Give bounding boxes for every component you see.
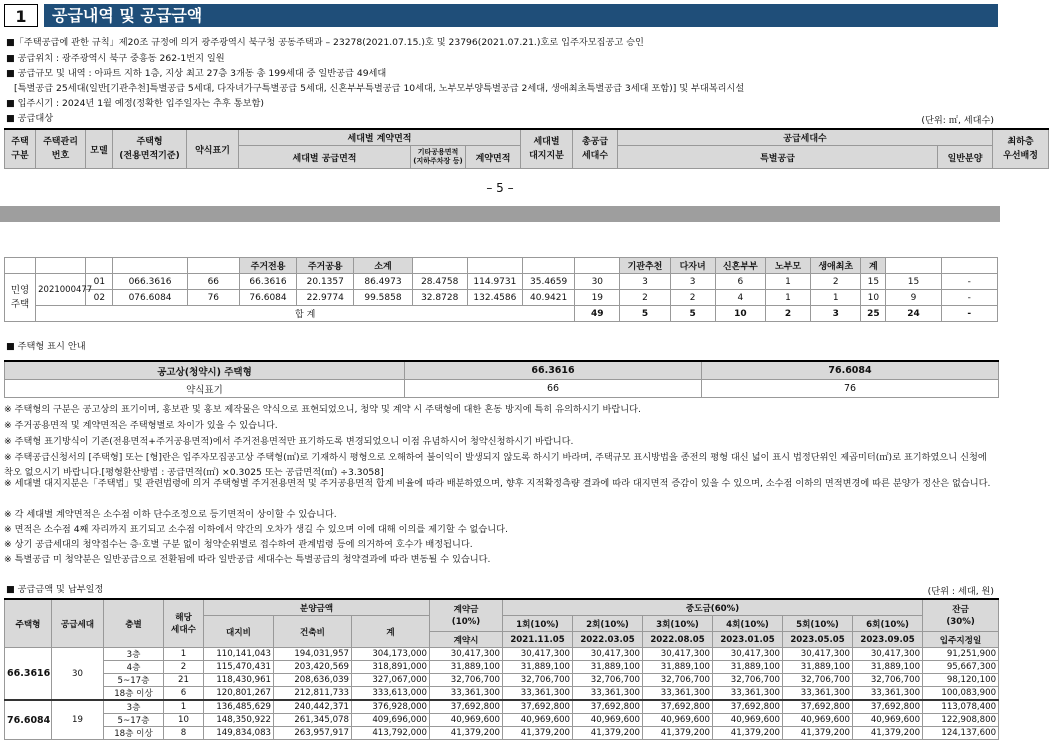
bullet-special-detail: [특별공급 25세대(일반[기관추천]특별공급 5세대, 다자녀가구특별공급 5세대, 신혼부부특별공급 10세대, 노부모부양특별공급 2세대, 생애최초특별공급 3세대 포함)] 및 부대복리시설 [14, 83, 745, 94]
col-special-supply: 특별공급 [618, 146, 938, 169]
col-supply-area: 세대별 공급면적 [239, 146, 411, 169]
price-title: ■ 공급금액 및 납부일정 [6, 584, 104, 595]
ph-units: 해당 세대수 [164, 599, 204, 648]
col-top-floor: 최하층 우선배정 [993, 129, 1049, 169]
total-row: 합 계 49 5 5 10 2 3 25 24 - [5, 306, 998, 322]
page-break [0, 206, 1000, 222]
note-9: ※ 특별공급 미 청약분은 일반공급으로 전환됨에 따라 일반공급 세대수는 특별공급의 청약결과에 따라 변동될 수 있습니다. [4, 554, 491, 565]
ph-building: 건축비 [274, 616, 352, 648]
col-house-code: 주택관리 번호 [36, 129, 86, 169]
note-7: ※ 면적은 소수점 4째 자리까지 표기되고 소수점 이하에서 약간의 오차가 생길 수 있으며 이에 대해 이의를 제기할 수 없습니다. [4, 524, 508, 535]
table-row: 02 076.6084 76 76.6084 22.9774 99.5858 32.8728 132.4586 40.9421 19 2 2 4 1 1 10 9 - [5, 290, 998, 306]
ph-sum: 계 [352, 616, 430, 648]
ph-deposit-when: 계약시 [430, 632, 503, 648]
ph-type: 주택형 [5, 599, 52, 648]
col-house-type: 주택 구분 [5, 129, 36, 169]
bullet-scale: ■ 공급규모 및 내역 : 아파트 지하 1층, 지상 최고 27층 3개동 총 199세대 중 일반공급 49세대 [6, 68, 387, 79]
sub-multichild: 다자녀 [670, 258, 715, 274]
sub-exclusive: 주거전용 [239, 258, 296, 274]
note-2: ※ 주거공용면적 및 계약면적은 주택형별로 차이가 있을 수 있습니다. [4, 420, 278, 431]
col-model: 모델 [86, 129, 113, 169]
supply-table-header [4, 128, 1049, 169]
col-area-group: 세대별 계약면적 [239, 129, 521, 146]
bullet-location: ■ 공급위치 : 광주광역시 북구 중흥동 262-1번지 일원 [6, 53, 225, 64]
table-row: 66.3616 30 3층 1 110,141,043 194,031,957 304,173,000 30,417,300 30,417,300 30,417,300 30,417,300 30,417,300 30,417,300 30,417,300 91,251,900 [5, 648, 999, 661]
unit-label-1: (단위: ㎡, 세대수) [921, 115, 994, 126]
sub-first-home: 생애최초 [811, 258, 861, 274]
table-row: 5~17층 21 118,430,961 208,636,039 327,067,000 32,706,700 32,706,700 32,706,700 32,706,700 32,706,700 32,706,700 32,706,700 98,120,100 [5, 674, 999, 687]
house-code: 2021000477 [36, 274, 86, 306]
supply-table-body [4, 257, 998, 322]
house-type-label: 민영 주택 [5, 274, 36, 322]
ph-mid-5: 5회(10%) [783, 616, 853, 632]
total-label: 합 계 [36, 306, 575, 322]
note-1: ※ 주택형의 구분은 공고상의 표기이며, 홍보관 및 홍보 제작물은 약식으로 표현되었으니, 청약 및 계약 시 주택형에 대한 혼동 방지에 특히 유의하시기 바랍니다. [4, 404, 641, 415]
guide-title: ■ 주택형 표시 안내 [6, 341, 86, 352]
unit-label-3: (단위 : 세대, 원) [927, 586, 994, 597]
section-header [0, 0, 1000, 31]
sub-common: 주거공용 [297, 258, 354, 274]
guide-h1: 공고상(청약시) 주택형 [5, 361, 405, 380]
note-3: ※ 주택형 표기방식이 기존(전용면적+주거공용면적)에서 주거전용면적만 표기하도록 변경되었으니 이점 유념하시어 청약신청하시기 바랍니다. [4, 436, 574, 447]
ph-mid: 중도금(60%) [503, 599, 923, 616]
sub-elderly: 노부모 [765, 258, 810, 274]
ph-price: 분양금액 [204, 599, 430, 616]
col-contract-area: 계약면적 [466, 146, 521, 169]
ph-balance: 잔금 (30%) [923, 599, 999, 632]
ph-mid-4: 4회(10%) [713, 616, 783, 632]
price-house-type: 66.3616 [5, 648, 52, 701]
table-row: 18층 이상 8 149,834,083 263,957,917 413,792,000 41,379,200 41,379,200 41,379,200 41,379,200 41,379,200 41,379,200 41,379,200 124,137,600 [5, 727, 999, 740]
section-number: 1 [4, 4, 38, 27]
price-house-type: 76.6084 [5, 700, 52, 740]
sub-subtotal: 소계 [354, 258, 412, 274]
note-5: ※ 세대별 대지지분은「주택법」및 관련법령에 의거 주택형별 주거전용면적 및 주거공용면적 합계 비율에 따라 배분하였으며, 향후 지적확정측량 결과에 따라 대지면적 증감이 있을 수 있으며, 소수점 이하의 면적변경에 따른 분양가 정산은 없습니다. [4, 478, 991, 489]
col-abbr: 약식표기 [187, 129, 239, 169]
sub-institution: 기관추천 [620, 258, 670, 274]
col-other-common: 기타공용면적 (지하주차장 등) [411, 146, 466, 169]
ph-mid-6: 6회(10%) [853, 616, 923, 632]
ph-mid-2: 2회(10%) [573, 616, 643, 632]
ph-floor: 층별 [104, 599, 164, 648]
note-6: ※ 각 세대별 계약면적은 소수점 이하 단수조정으로 등기면적이 상이할 수 있습니다. [4, 509, 337, 520]
ph-balance-when: 입주지정일 [923, 632, 999, 648]
col-house-size: 주택형 (전용면적기준) [113, 129, 187, 169]
bullet-move-in: ■ 입주시기 : 2024년 1월 예정(정확한 입주일자는 추후 통보함) [6, 98, 264, 109]
sub-newlywed: 신혼부부 [715, 258, 765, 274]
table-row: 18층 이상 6 120,801,267 212,811,733 333,613,000 33,361,300 33,361,300 33,361,300 33,361,300 33,361,300 33,361,300 33,361,300 100,083,900 [5, 687, 999, 701]
bullet-target: ■ 공급대상 [6, 113, 54, 124]
ph-deposit: 계약금 (10%) [430, 599, 503, 632]
ph-count: 공급세대 [52, 599, 104, 648]
col-total-units: 총공급 세대수 [573, 129, 618, 169]
note-8: ※ 상기 공급세대의 청약접수는 층·호별 구분 없이 청약순위별로 접수하여 관계법령 등에 의거하여 호수가 배정됩니다. [4, 539, 473, 550]
section-title: 공급내역 및 공급금액 [44, 4, 998, 27]
table-row: 5~17층 10 148,350,922 261,345,078 409,696,000 40,969,600 40,969,600 40,969,600 40,969,600 40,969,600 40,969,600 40,969,600 122,908,800 [5, 714, 999, 727]
ph-mid-3: 3회(10%) [643, 616, 713, 632]
sub-sum: 계 [861, 258, 886, 274]
table-row: 민영 주택 2021000477 01 066.3616 66 66.3616 20.1357 86.4973 28.4758 114.9731 35.4659 30 3 3 6 1 2 15 15 - [5, 274, 998, 290]
price-unit-count: 19 [52, 700, 104, 740]
price-table: 주택형 공급세대 층별 해당 세대수 분양금액 계약금 (10%) 중도금(60%) 잔금 (30%) 대지비 건축비 계 1회(10%) 2회(10%) 3회(10%) 4회(10%) 5회(10%) 6회(10%) 계약시 2021.11.05 2022.03.05 2022.08.05 2023.01.05 2023.05.05 2023.09.05 입주지정일 66.3616 30 3층 1 110,141,043 194,031,957 304,173,000 30,417,300 30,417,300 30,417,300 30,417,300 30,417,300 30,417,300 30,417,300 91,251,900 4층 2 115,470,431 203,420,569 318,891,000 31,889,100 31,889,100 31,889,100 31,889,100 31,889,100 31,889,100 31,889,100 95,667,300 5~17층 21 118,430,961 208,636,039 327,067,000 32,706,700 32,706,700 32,706,700 32,706,700 32,706,700 32,706,700 32,706,700 98,120,100 18층 이상 6 120,801,267 212,811,733 333,613,000 33,361,300 33,361,300 33,361,300 33,361,300 33,361,300 33,361,300 33,361,300 100,083,900 76.6084 19 3층 1 136,485,629 240,442,371 376,928,000 37,692,800 37,692,800 37,692,800 37,692,800 37,692,800 37,692,800 37,692,800 113,078,400 5~17층 10 148,350,922 261,345,078 409,696,000 40,969,600 40,969,600 40,969,600 40,969,600 40,969,600 40,969,600 40,969,600 122,908,800 18층 이상 8 149,834,083 263,957,917 413,792,000 41,379,200 41,379,200 41,379,200 41,379,200 41,379,200 41,379,200 41,379,200 124,137,600 [4, 598, 999, 740]
col-land-share: 세대별 대지지분 [521, 129, 573, 169]
house-type-guide-table: 공고상(청약시) 주택형 66.3616 76.6084 약식표기 66 76 [4, 360, 999, 398]
ph-mid-1: 1회(10%) [503, 616, 573, 632]
table-row: 4층 2 115,470,431 203,420,569 318,891,000 31,889,100 31,889,100 31,889,100 31,889,100 31,889,100 31,889,100 31,889,100 95,667,300 [5, 661, 999, 674]
guide-h2: 약식표기 [5, 380, 405, 398]
col-general-supply: 일반분양 [938, 146, 993, 169]
bullet-approval: ■「주택공급에 관한 규칙」제20조 규정에 의거 광주광역시 북구청 공동주택과 – 23278(2021.07.15.)호 및 23796(2021.07.21.)호로 입주자모집공고 승인 [6, 37, 644, 48]
col-count-group: 공급세대수 [618, 129, 993, 146]
price-unit-count: 30 [52, 648, 104, 701]
page-number: – 5 – [486, 181, 514, 195]
ph-land: 대지비 [204, 616, 274, 648]
table-row: 76.6084 19 3층 1 136,485,629 240,442,371 376,928,000 37,692,800 37,692,800 37,692,800 37,692,800 37,692,800 37,692,800 37,692,800 113,078,400 [5, 700, 999, 714]
note-4: ※ 주택공급신청서의 [주택형] 또는 [형]란은 입주자모집공고상 주택형(㎡)로 기재하시 평형으로 오해하여 불이익이 발생되지 않도록 하시기 바라며, 주택규모 표시방법을 종전의 평형 대신 넓이 표시 법정단위인 제곱미터(㎡)로 표기하였으니 신청에 착오 없으시기 바랍니다.[평형환산방법 : 공급면적(㎡) ×0.3025 또는 공급면적(㎡) ÷3.3058] [4, 452, 987, 478]
